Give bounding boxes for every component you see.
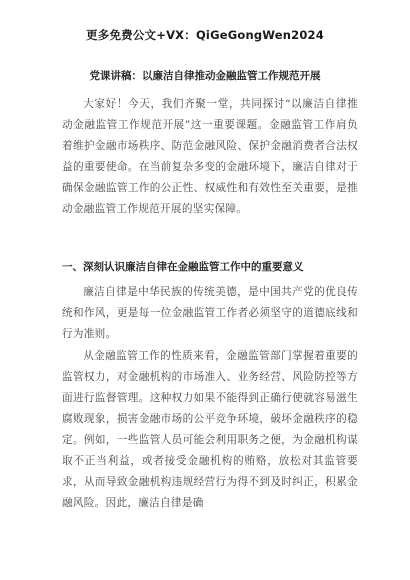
body-paragraph: 廉洁自律是中华民族的传统美德，是中国共产党的优良传统和作风，更是每一位金融监管工作者必须坚守的道德底线和行为准则。 — [62, 286, 358, 340]
body-paragraph: 从金融监管工作的性质来看，金融监管部门掌握着重要的监管权力，对金融机构的市场准入、业务经营、风险防控等方面进行监督管理。这种权力如果不能得到正确行使就容易滋生腐败现象，损害金融市场的公平竞争环境，破坏金融秩序的稳定。例如，一些监管人员可能会利用职务之便，为金融机构谋取不正当利益，或者接受金融机构的贿赂，放松对其监管要求，从而导致金融机构违规经营行为得不到及时纠正，积累金融风险。因此，廉洁自律是确 — [62, 350, 358, 509]
watermark-header: 更多免费公文+VX：QiGeGongWen2024 — [86, 28, 324, 42]
section-heading: 一、深刻认识廉洁自律在金融监管工作中的重要意义 — [62, 261, 304, 273]
intro-paragraph: 大家好！今天，我们齐聚一堂，共同探讨“以廉洁自律推动金融监管工作规范开展”这一重要课题。金融监管工作肩负着维护金融市场秩序、防范金融风险、保护金融消费者合法权益的重要使命。在当前复杂多变的金融环境下，廉洁自律对于确保金融监管工作的公正性、权威性和有效性至关重要，是推动金融监管工作规范开展的坚实保障。 — [62, 98, 358, 215]
document-title: 党课讲稿：以廉洁自律推动金融监管工作规范开展 — [89, 70, 321, 82]
